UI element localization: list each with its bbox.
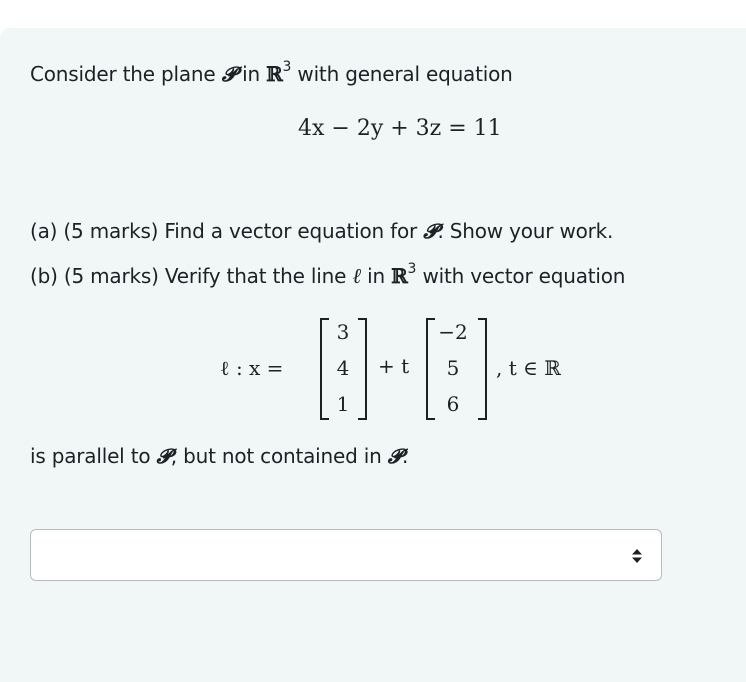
sort-arrows-icon xyxy=(631,547,643,565)
direction-bracket-left xyxy=(426,318,435,420)
part-b-suffix: with vector equation xyxy=(422,264,626,288)
answer-select[interactable] xyxy=(30,529,662,581)
conclusion-prefix: is parallel to xyxy=(30,444,151,468)
direction-x: −2 xyxy=(438,320,468,344)
direction-y: 5 xyxy=(446,356,460,380)
point-bracket-right xyxy=(358,318,367,420)
conclusion-end: . xyxy=(402,444,409,468)
intro-text xyxy=(30,61,513,87)
part-a-prefix: (a) (5 marks) Find a vector equation for xyxy=(30,219,418,243)
space-symbol: ℝ xyxy=(391,264,408,288)
part-b-in: in xyxy=(367,264,385,288)
intro-prefix: Consider the plane xyxy=(30,62,216,86)
line-vector-equation xyxy=(220,318,620,418)
space-exponent: 3 xyxy=(407,261,417,278)
conclusion-text xyxy=(30,443,408,469)
space-symbol: ℝ xyxy=(266,62,283,86)
line-symbol: ℓ xyxy=(352,264,361,288)
plane-equation: 4x − 2y + 3z = 11 xyxy=(298,116,502,141)
parameter-domain: , t ∈ ℝ xyxy=(496,356,561,380)
conclusion-mid: , but not contained in xyxy=(170,444,382,468)
intro-in: in xyxy=(242,62,260,86)
plus-t: + t xyxy=(378,354,410,378)
point-x: 3 xyxy=(336,320,350,344)
part-b-prefix: (b) (5 marks) Verify that the line xyxy=(30,264,347,288)
part-b xyxy=(30,263,625,289)
direction-z: 6 xyxy=(446,392,460,416)
point-z: 1 xyxy=(336,392,350,416)
plane-symbol: 𝓟 xyxy=(387,444,403,468)
plane-symbol: 𝓟 xyxy=(156,444,171,468)
part-a-suffix: . Show your work. xyxy=(437,219,614,243)
plane-symbol: 𝓟 xyxy=(423,219,438,243)
intro-suffix: with general equation xyxy=(297,62,513,86)
point-y: 4 xyxy=(336,356,350,380)
direction-bracket-right xyxy=(478,318,487,420)
space-exponent: 3 xyxy=(282,59,292,76)
line-label: ℓ : x = xyxy=(220,356,284,380)
plane-symbol: 𝓟 xyxy=(221,62,236,86)
part-a xyxy=(30,218,613,244)
